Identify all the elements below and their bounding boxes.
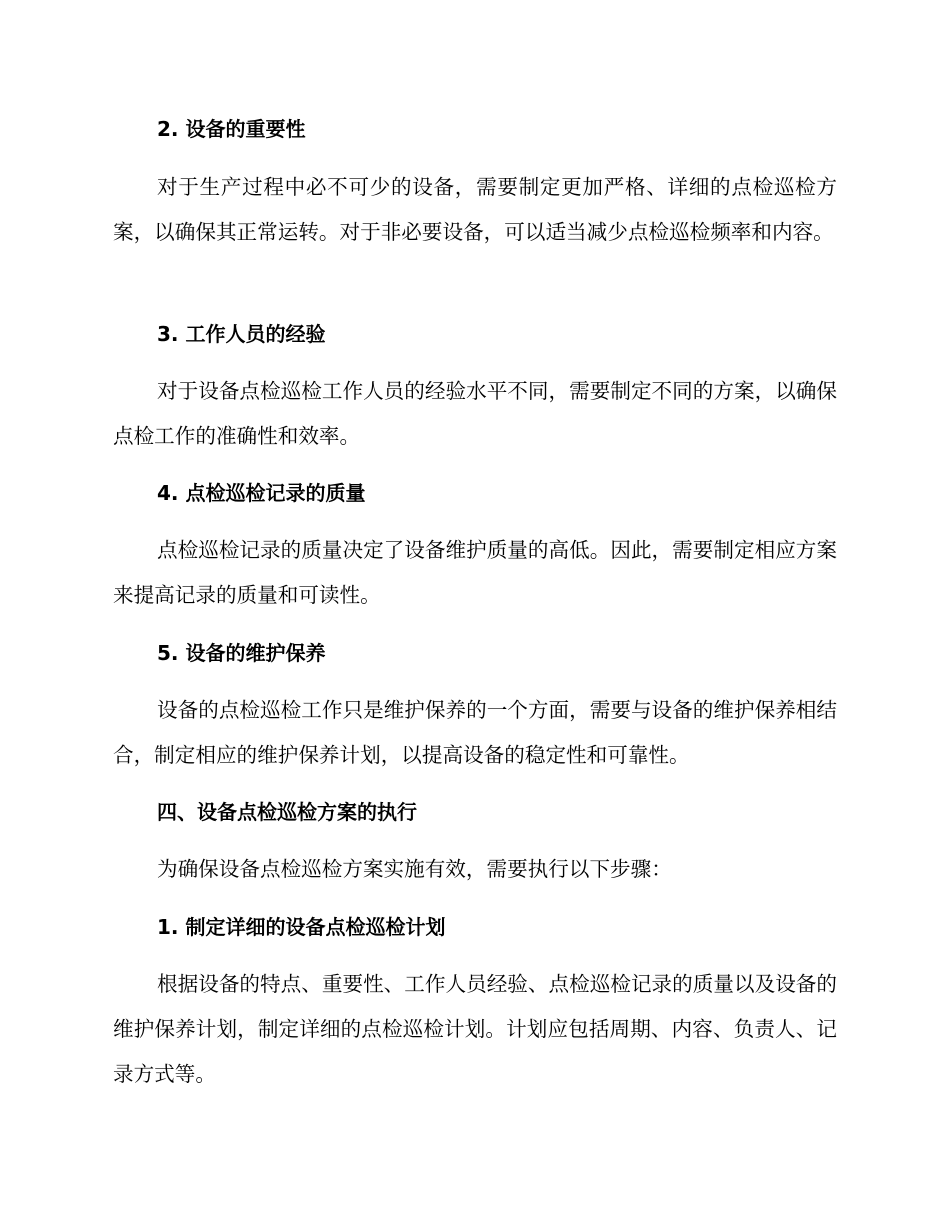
paragraph-maintenance: 设备的点检巡检工作只是维护保养的一个方面，需要与设备的维护保养相结合，制定相应的维护保养计划，以提高设备的稳定性和可靠性。 bbox=[113, 698, 837, 767]
paragraph-execution-intro: 为确保设备点检巡检方案实施有效，需要执行以下步骤： bbox=[157, 857, 672, 881]
paragraph-record-quality: 点检巡检记录的质量决定了设备维护质量的高低。因此，需要制定相应方案来提高记录的质量和可读性。 bbox=[113, 538, 837, 607]
chapter-heading-execution: 四、设备点检巡检方案的执行 bbox=[157, 800, 417, 824]
section-heading-record-quality: 4. 点检巡检记录的质量 bbox=[157, 481, 366, 505]
paragraph-staff-experience: 对于设备点检巡检工作人员的经验水平不同，需要制定不同的方案，以确保点检工作的准确性和效率。 bbox=[113, 379, 837, 448]
section-heading-equipment-importance: 2. 设备的重要性 bbox=[157, 117, 306, 141]
paragraph-make-plan: 根据设备的特点、重要性、工作人员经验、点检巡检记录的质量以及设备的维护保养计划，制定详细的点检巡检计划。计划应包括周期、内容、负责人、记录方式等。 bbox=[113, 972, 837, 1086]
section-heading-make-plan: 1. 制定详细的设备点检巡检计划 bbox=[157, 915, 446, 939]
section-heading-maintenance: 5. 设备的维护保养 bbox=[157, 641, 326, 665]
paragraph-equipment-importance: 对于生产过程中必不可少的设备，需要制定更加严格、详细的点检巡检方案，以确保其正常运转。对于非必要设备，可以适当减少点检巡检频率和内容。 bbox=[113, 175, 837, 244]
section-heading-staff-experience: 3. 工作人员的经验 bbox=[157, 322, 326, 346]
